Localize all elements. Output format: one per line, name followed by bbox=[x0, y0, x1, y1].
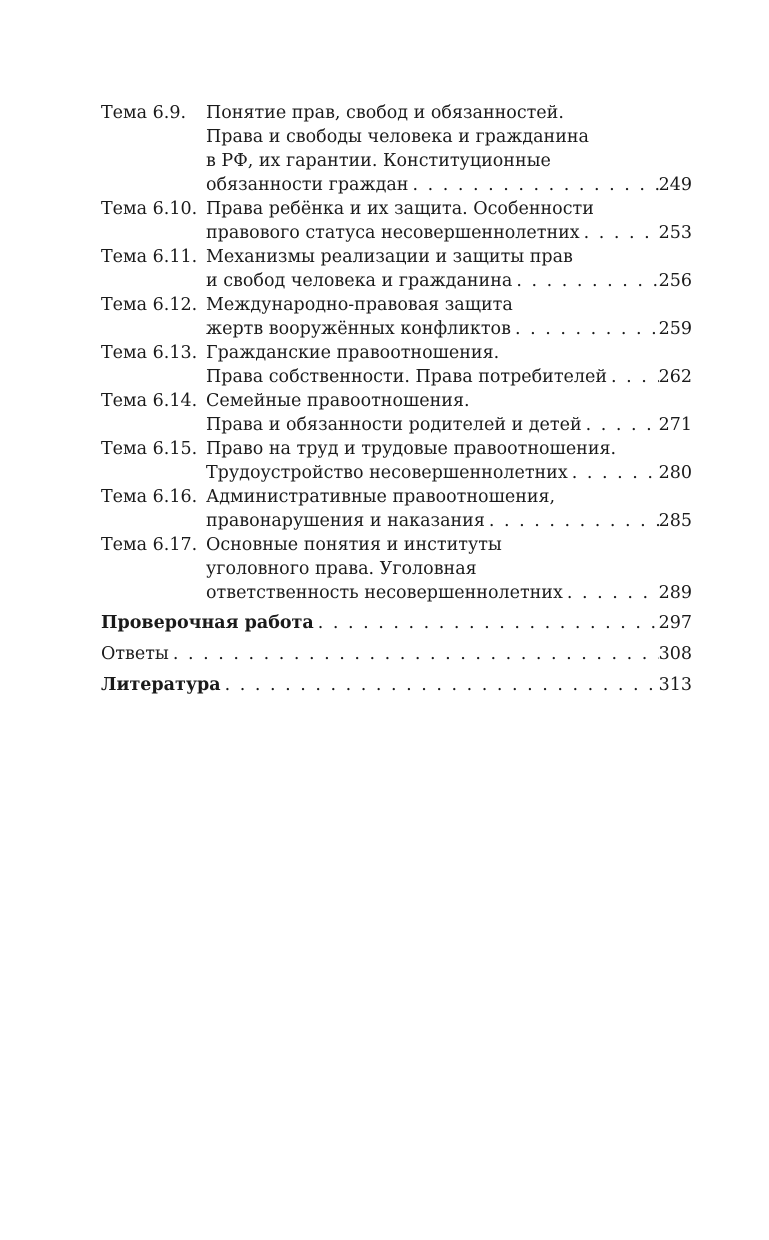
toc-entry-6-14[interactable] bbox=[101, 389, 692, 437]
topic-label: Тема 6.9. bbox=[101, 103, 187, 123]
topic-title-line: в РФ, их гарантии. Конституционные bbox=[206, 151, 551, 171]
toc-entry-literature[interactable] bbox=[101, 673, 692, 697]
topic-title-line: Трудоустройство несовершеннолетних bbox=[206, 463, 568, 483]
topic-label: Тема 6.11. bbox=[101, 247, 198, 267]
page-number: 271 bbox=[658, 415, 692, 435]
table-of-contents bbox=[101, 101, 692, 697]
toc-entry-6-15[interactable] bbox=[101, 437, 692, 485]
topic-title-line: Семейные правоотношения. bbox=[206, 391, 470, 411]
topic-title-line: обязанности граждан bbox=[206, 175, 409, 195]
topic-label: Тема 6.14. bbox=[101, 391, 198, 411]
toc-entry-6-9[interactable] bbox=[101, 101, 692, 197]
dot-leader bbox=[221, 673, 659, 697]
topic-title-line: жертв вооружённых конфликтов bbox=[206, 319, 511, 339]
page-number: 249 bbox=[658, 175, 692, 195]
dot-leader bbox=[607, 365, 659, 389]
toc-entry-6-13[interactable] bbox=[101, 341, 692, 389]
topic-title-line: правонарушения и наказания bbox=[206, 511, 485, 531]
toc-entry-6-12[interactable] bbox=[101, 293, 692, 341]
toc-entry-6-10[interactable] bbox=[101, 197, 692, 245]
topic-title-line: Административные правоотношения, bbox=[206, 487, 556, 507]
topic-title-line: Права ребёнка и их защита. Особенности bbox=[206, 199, 594, 219]
toc-entry-6-16[interactable] bbox=[101, 485, 692, 533]
section-title: Ответы bbox=[101, 644, 169, 664]
topic-label: Тема 6.10. bbox=[101, 199, 198, 219]
topic-title-line: Права и обязанности родителей и детей bbox=[206, 415, 582, 435]
toc-entry-6-11[interactable] bbox=[101, 245, 692, 293]
topic-title-line: уголовного права. Уголовная bbox=[206, 559, 477, 579]
topic-label: Тема 6.15. bbox=[101, 439, 198, 459]
dot-leader bbox=[582, 413, 659, 437]
page-number: 297 bbox=[658, 613, 692, 633]
section-title: Литература bbox=[101, 675, 221, 695]
dot-leader bbox=[511, 317, 659, 341]
dot-leader bbox=[568, 461, 659, 485]
topic-title-line: Понятие прав, свобод и обязанностей. bbox=[206, 103, 564, 123]
toc-entry-answers[interactable] bbox=[101, 642, 692, 666]
page-number: 256 bbox=[658, 271, 692, 291]
topic-title-line: Гражданские правоотношения. bbox=[206, 343, 500, 363]
toc-entry-6-17[interactable] bbox=[101, 533, 692, 605]
topic-title-line: и свобод человека и гражданина bbox=[206, 271, 513, 291]
topic-label: Тема 6.13. bbox=[101, 343, 198, 363]
topic-title-line: Механизмы реализации и защиты прав bbox=[206, 247, 573, 267]
topic-title-line: ответственность несовершеннолетних bbox=[206, 583, 563, 603]
page-number: 259 bbox=[658, 319, 692, 339]
page-number: 285 bbox=[658, 511, 692, 531]
page-number: 313 bbox=[658, 675, 692, 695]
page-number: 262 bbox=[658, 367, 692, 387]
dot-leader bbox=[485, 509, 659, 533]
topic-title-line: правового статуса несовершеннолетних bbox=[206, 223, 580, 243]
topic-title-line: Права и свободы человека и гражданина bbox=[206, 127, 589, 147]
topic-label: Тема 6.16. bbox=[101, 487, 198, 507]
topic-label: Тема 6.17. bbox=[101, 535, 198, 555]
page-number: 253 bbox=[658, 223, 692, 243]
dot-leader bbox=[563, 581, 659, 605]
dot-leader bbox=[314, 611, 659, 635]
section-title: Проверочная работа bbox=[101, 613, 314, 633]
topic-title-line: Права собственности. Права потребителей bbox=[206, 367, 608, 387]
page-number: 308 bbox=[658, 644, 692, 664]
page-number: 289 bbox=[658, 583, 692, 603]
topic-label: Тема 6.12. bbox=[101, 295, 198, 315]
dot-leader bbox=[169, 642, 659, 666]
page-number: 280 bbox=[658, 463, 692, 483]
toc-entry-test[interactable] bbox=[101, 611, 692, 635]
dot-leader bbox=[580, 221, 659, 245]
topic-title-line: Основные понятия и институты bbox=[206, 535, 502, 555]
dot-leader bbox=[512, 269, 658, 293]
dot-leader bbox=[408, 173, 658, 197]
topic-title-line: Международно-правовая защита bbox=[206, 295, 513, 315]
topic-title-line: Право на труд и трудовые правоотношения. bbox=[206, 439, 617, 459]
